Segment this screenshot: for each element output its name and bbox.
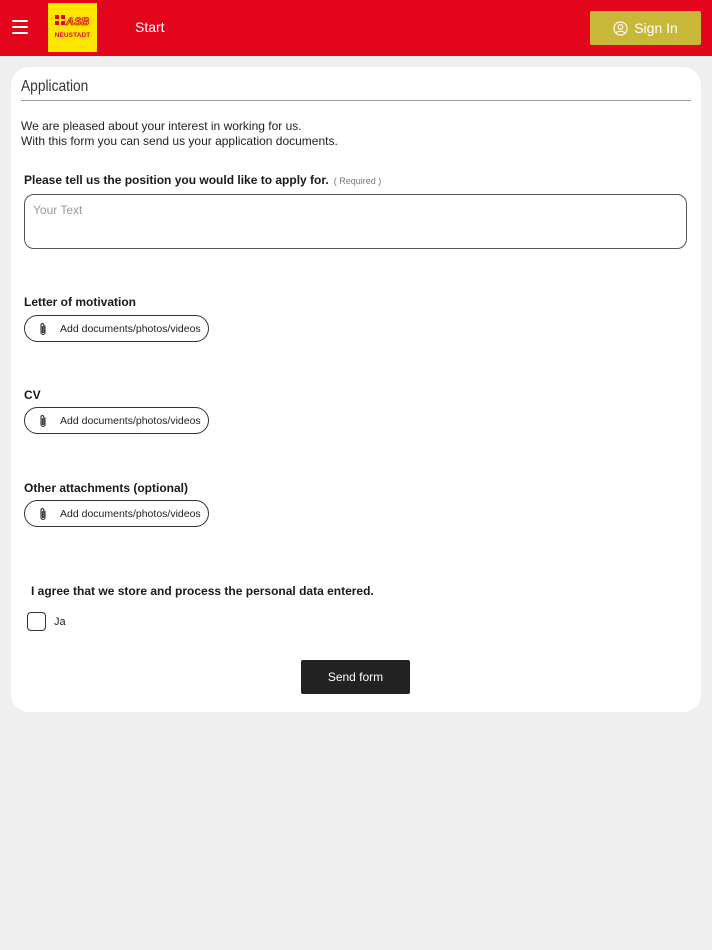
logo-subtitle: NEUSTADT	[54, 32, 91, 39]
consent-option-label[interactable]: Ja	[54, 616, 66, 628]
required-hint: ( Required )	[333, 176, 382, 186]
consent-checkbox[interactable]	[27, 612, 46, 631]
top-bar	[0, 0, 712, 56]
asb-logo[interactable]	[48, 3, 97, 52]
paperclip-icon	[36, 507, 50, 521]
paperclip-icon	[36, 414, 50, 428]
other-attachments-label: Other attachments (optional)	[24, 481, 189, 495]
consent-label: I agree that we store and process the personal data entered.	[31, 584, 374, 598]
paperclip-icon	[36, 322, 50, 336]
menu-icon[interactable]	[12, 20, 28, 34]
cv-label: CV	[24, 388, 41, 402]
add-motivation-label: Add documents/photos/videos	[60, 322, 201, 335]
sign-in-label: Sign In	[634, 20, 678, 36]
intro-text	[21, 119, 338, 149]
add-cv-label: Add documents/photos/videos	[60, 414, 201, 427]
asb-logo-mark	[55, 14, 91, 28]
page-title: Application	[21, 78, 89, 95]
application-form-card	[11, 67, 701, 712]
title-divider	[21, 100, 691, 101]
position-label-text: Please tell us the position you would like to apply for.	[24, 173, 329, 187]
sign-in-button[interactable]	[590, 11, 701, 45]
user-icon	[613, 21, 628, 36]
add-motivation-button[interactable]	[24, 315, 209, 342]
intro-line-1: We are pleased about your interest in working for us.	[21, 119, 302, 133]
add-other-attachments-label: Add documents/photos/videos	[60, 507, 201, 520]
add-other-attachments-button[interactable]	[24, 500, 209, 527]
motivation-label: Letter of motivation	[24, 295, 137, 309]
position-input[interactable]	[24, 194, 687, 249]
intro-line-2: With this form you can send us your application documents.	[21, 134, 338, 148]
position-label	[24, 173, 381, 187]
nav-start-link[interactable]: Start	[135, 19, 165, 35]
send-form-button[interactable]: Send form	[301, 660, 410, 694]
add-cv-button[interactable]	[24, 407, 209, 434]
svg-text:ASB: ASB	[66, 16, 90, 28]
